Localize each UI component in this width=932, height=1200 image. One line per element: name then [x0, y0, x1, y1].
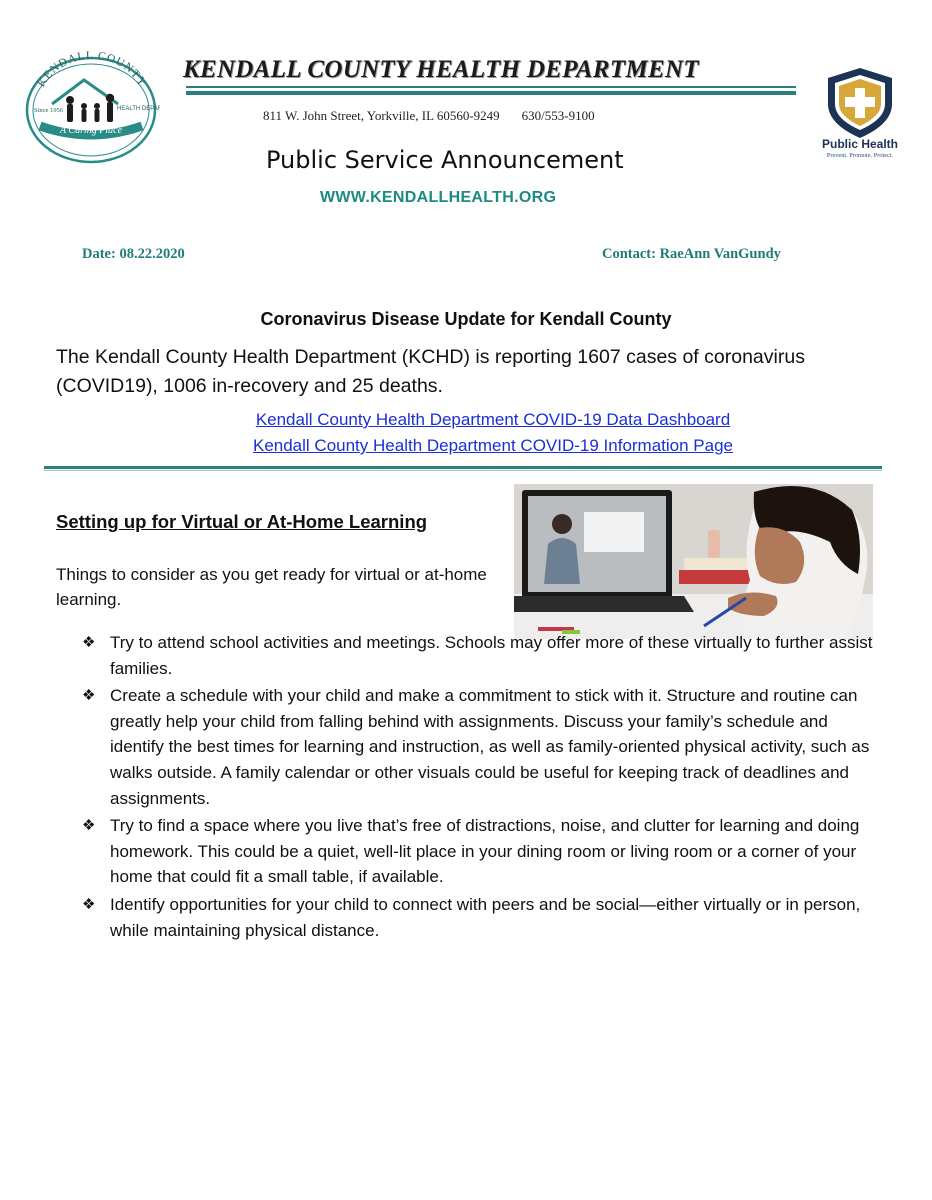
- announcement-heading: Public Service Announcement: [266, 146, 624, 174]
- website-url: WWW.KENDALLHEALTH.ORG: [320, 189, 557, 206]
- diamond-bullet-icon: ❖: [82, 634, 96, 651]
- tip-text: Try to find a space where you live that’s free of distractions, noise, and clutter for learning and doing homework. This could be a quiet, well-lit place in your dining room or living room or a corner of your home that could fit a small table, if available.: [110, 816, 860, 887]
- svg-text:A Caring Place: A Caring Place: [59, 125, 123, 136]
- tip-text: Create a schedule with your child and make a commitment to stick with it. Structure and routine can greatly help your child from falling behind with assignments. Discuss your family’s schedule and identify the best times for learning and instruction, as well as family-oriented physical activity, such as walks outside. A family calendar or other visuals could be useful for keeping track of deadlines and assignments.: [110, 686, 870, 808]
- section-divider-light: [44, 470, 882, 471]
- svg-text:Prevent. Promote. Protect.: Prevent. Promote. Protect.: [826, 152, 894, 158]
- learning-heading: Setting up for Virtual or At-Home Learning: [56, 511, 428, 532]
- header-rule-thin: [186, 86, 796, 88]
- data-dashboard-link[interactable]: Kendall County Health Department COVID-19 Data Dashboard: [255, 410, 731, 429]
- tip-text: Identify opportunities for your child to connect with peers and be social—either virtually or in person, while maintaining physical distance.: [110, 894, 861, 940]
- header-rule-thick: [186, 91, 796, 95]
- information-page-link[interactable]: Kendall County Health Department COVID-19 Information Page: [252, 436, 734, 455]
- section-divider: [44, 466, 882, 469]
- svg-text:KENDALL COUNTY: KENDALL COUNTY: [35, 49, 149, 90]
- child-learning-photo: [514, 484, 873, 639]
- release-date: Date: 08.22.2020: [82, 246, 185, 262]
- diamond-bullet-icon: ❖: [82, 687, 96, 705]
- child-learning-illustration: [514, 484, 873, 639]
- svg-text:Since 1956: Since 1956: [34, 107, 64, 114]
- list-item: [82, 630, 882, 681]
- list-item: [82, 813, 882, 890]
- update-heading: Coronavirus Disease Update for Kendall County: [260, 309, 672, 329]
- learning-intro: Things to consider as you get ready for virtual or at-home learning.: [56, 565, 487, 609]
- diamond-bullet-icon: ❖: [82, 817, 96, 835]
- public-health-shield-icon: [808, 66, 913, 158]
- svg-text:Public Health: Public Health: [821, 137, 899, 151]
- phone-number: 630/553-9100: [521, 108, 595, 123]
- diamond-bullet-icon: ❖: [82, 895, 96, 913]
- contact-person: Contact: RaeAnn VanGundy: [602, 246, 781, 262]
- learning-tips-list: [82, 630, 882, 945]
- list-item: [82, 683, 882, 811]
- address-line: [263, 108, 595, 124]
- update-body: The Kendall County Health Department (KCHD) is reporting 1607 cases of coronavirus (COVID19), 1006 in-recovery and 25 deaths.: [56, 346, 805, 397]
- svg-text:HEALTH DEPARTMENT: HEALTH DEPAR: [117, 106, 160, 112]
- kendall-county-logo: [22, 46, 160, 166]
- organization-title: KENDALL COUNTY HEALTH DEPARTMENT: [183, 56, 699, 83]
- tip-text: Try to attend school activities and meetings. Schools may offer more of these virtually to further assist families.: [110, 633, 873, 678]
- list-item: [82, 892, 882, 943]
- street-address: 811 W. John Street, Yorkville, IL 60560-9249: [263, 108, 500, 123]
- kendall-county-logo-graphic: [22, 46, 160, 166]
- public-health-logo: [808, 66, 913, 158]
